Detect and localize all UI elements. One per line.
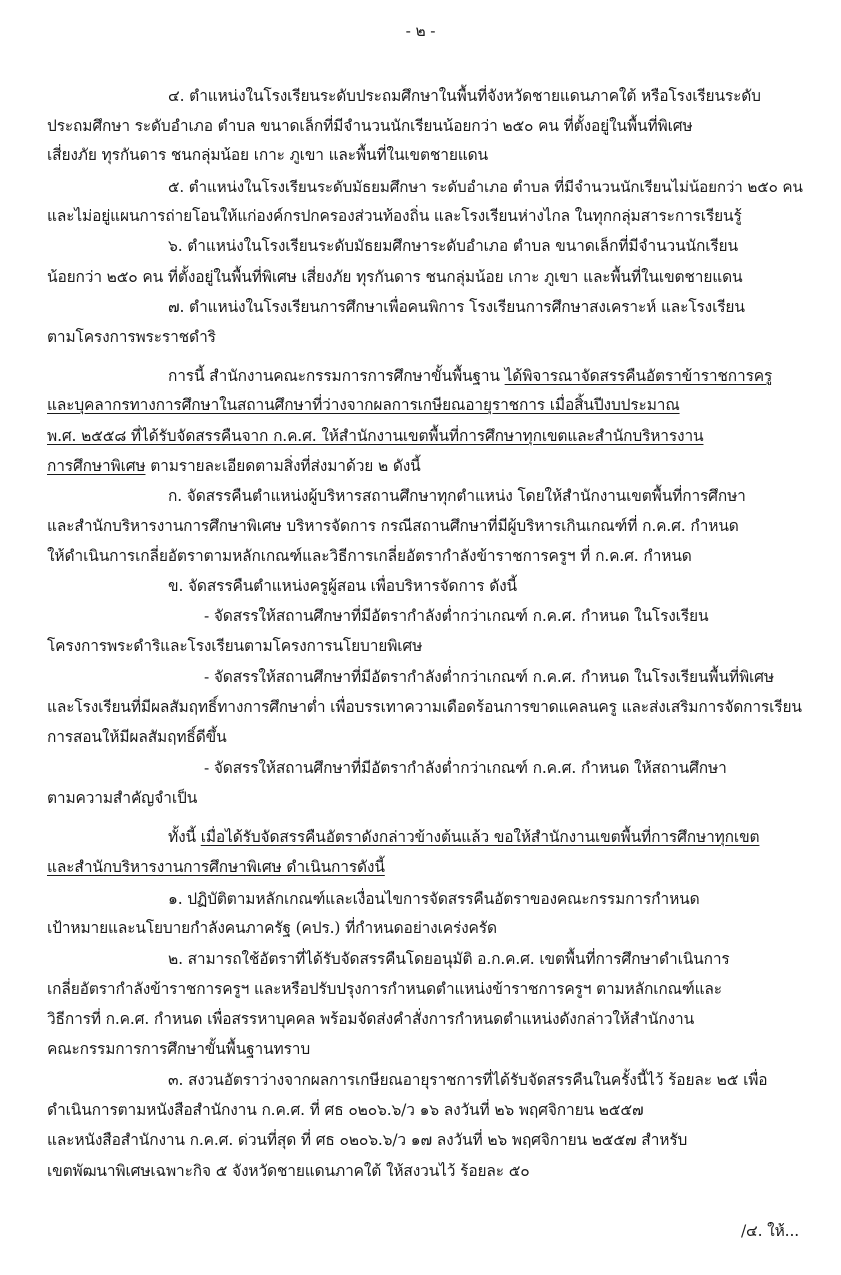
instruction-para-line-2: และสำนักบริหารงานการศึกษาพิเศษ ดำเนินการดังนี้ — [47, 858, 385, 876]
instruction-underlined-1: เมื่อได้รับจัดสรรคืนอัตราดังกล่าวข้างต้นแล้ว ขอให้สำนักงานเขตพื้นที่การศึกษาทุกเขต — [200, 828, 760, 846]
allocation-para-line-1 — [168, 365, 772, 387]
kho-bullet-3-line-1: - จัดสรรให้สถานศึกษาที่มีอัตรากำลังต่ำกว่าเกณฑ์ ก.ค.ศ. กำหนด ให้สถานศึกษา — [204, 759, 727, 777]
item-5-line-2: และไม่อยู่แผนการถ่ายโอนให้แก่องค์กรปกครองส่วนท้องถิ่น และโรงเรียนห่างไกล ในทุกกลุ่มสาระการเรียนรู้ — [47, 207, 742, 225]
step-1-line-2: เป้าหมายและนโยบายกำลังคนภาครัฐ (คปร.) ที่กำหนดอย่างเคร่งครัด — [47, 919, 497, 937]
step-1-line-1: ๑. ปฏิบัติตามหลักเกณฑ์และเงื่อนไขการจัดสรรคืนอัตราของคณะกรรมการกำหนด — [168, 890, 700, 908]
allocation-para-line-3: พ.ศ. ๒๕๕๘ ที่ได้รับจัดสรรคืนจาก ก.ค.ศ. ให้สำนักงานเขตพื้นที่การศึกษาทุกเขตและสำนักบริหารงาน — [47, 427, 704, 445]
kho-bullet-2-line-3: การสอนให้มีผลสัมฤทธิ์ดีขึ้น — [47, 728, 227, 746]
item-ka-line-1: ก. จัดสรรคืนตำแหน่งผู้บริหารสถานศึกษาทุกตำแหน่ง โดยให้สำนักงานเขตพื้นที่การศึกษา — [168, 487, 746, 505]
allocation-para-line-4 — [47, 455, 421, 477]
step-3-line-2: ดำเนินการตามหนังสือสำนักงาน ก.ค.ศ. ที่ ศธ ๐๒๐๖.๖/ว ๑๖ ลงวันที่ ๒๖ พฤศจิกายน ๒๕๕๗ — [47, 1101, 644, 1119]
instruction-intro: ทั้งนี้ — [168, 828, 201, 846]
item-ka-line-3: ให้ดำเนินการเกลี่ยอัตราตามหลักเกณฑ์และวิธีการเกลี่ยอัตรากำลังข้าราชการครูฯ ที่ ก.ค.ศ. กำหนด — [47, 547, 692, 565]
item-4-line-2: ประถมศึกษา ระดับอำเภอ ตำบล ขนาดเล็กที่มีจำนวนนักเรียนน้อยกว่า ๒๕๐ คน ที่ตั้งอยู่ในพื้นที่พิเศษ — [47, 117, 693, 135]
item-7-line-2: ตามโครงการพระราชดำริ — [47, 328, 216, 346]
allocation-underlined-4: การศึกษาพิเศษ — [47, 457, 146, 475]
step-2-line-2: เกลี่ยอัตรากำลังข้าราชการครูฯ และหรือปรับปรุงการกำหนดตำแหน่งข้าราชการครูฯ ตามหลักเกณฑ์และ — [47, 980, 722, 998]
allocation-underlined-1: ได้พิจารณาจัดสรรคืนอัตราข้าราชการครู — [504, 367, 773, 385]
kho-bullet-3-line-2: ตามความสำคัญจำเป็น — [47, 789, 198, 807]
item-4-line-1: ๔. ตำแหน่งในโรงเรียนระดับประถมศึกษาในพื้นที่จังหวัดชายแดนภาคใต้ หรือโรงเรียนระดับ — [168, 87, 761, 105]
step-3-line-4: เขตพัฒนาพิเศษเฉพาะกิจ ๕ จังหวัดชายแดนภาคใต้ ให้สงวนไว้ ร้อยละ ๕๐ — [47, 1162, 530, 1180]
step-2-line-4: คณะกรรมการการศึกษาขั้นพื้นฐานทราบ — [47, 1040, 311, 1058]
step-3-line-1: ๓. สงวนอัตราว่างจากผลการเกษียณอายุราชการที่ได้รับจัดสรรคืนในครั้งนี้ไว้ ร้อยละ ๒๕ เพื่อ — [168, 1071, 768, 1089]
kho-bullet-2-line-2: และโรงเรียนที่มีผลสัมฤทธิ์ทางการศึกษาต่ำ เพื่อบรรเทาความเดือดร้อนการขาดแคลนครู และส่งเสริมการจัดการเรียน — [47, 698, 802, 716]
step-3-line-3: และหนังสือสำนักงาน ก.ค.ศ. ด่วนที่สุด ที่ ศธ ๐๒๐๖.๖/ว ๑๗ ลงวันที่ ๒๖ พฤศจิกายน ๒๕๕๗ สำหรับ — [47, 1131, 688, 1149]
continuation-marker: /๔. ให้... — [740, 1222, 799, 1240]
item-4-line-3: เสี่ยงภัย ทุรกันดาร ชนกลุ่มน้อย เกาะ ภูเขา และพื้นที่ในเขตชายแดน — [47, 146, 488, 164]
step-2-line-3: วิธีการที่ ก.ค.ศ. กำหนด เพื่อสรรหาบุคคล พร้อมจัดส่งคำสั่งการกำหนดตำแหน่งดังกล่าวให้สำนักงาน — [47, 1010, 695, 1028]
item-kho-heading: ข. จัดสรรคืนตำแหน่งครูผู้สอน เพื่อบริหารจัดการ ดังนี้ — [168, 577, 517, 595]
instruction-para-line-1 — [168, 826, 759, 848]
allocation-tail: ตามรายละเอียดตามสิ่งที่ส่งมาด้วย ๒ ดังนี้ — [145, 457, 421, 475]
item-6-line-1: ๖. ตำแหน่งในโรงเรียนระดับมัธยมศึกษาระดับอำเภอ ตำบล ขนาดเล็กที่มีจำนวนนักเรียน — [168, 237, 738, 255]
allocation-intro: การนี้ สำนักงานคณะกรรมการการศึกษาขั้นพื้นฐาน — [168, 367, 505, 385]
item-ka-line-2: และสำนักบริหารงานการศึกษาพิเศษ บริหารจัดการ กรณีสถานศึกษาที่มีผู้บริหารเกินเกณฑ์ที่ ก.ค.ศ. กำหนด — [47, 517, 739, 535]
page-number: - ๒ - — [405, 22, 436, 40]
kho-bullet-1-line-2: โครงการพระดำริและโรงเรียนตามโครงการนโยบายพิเศษ — [47, 637, 423, 655]
allocation-para-line-2: และบุคลากรทางการศึกษาในสถานศึกษาที่ว่างจากผลการเกษียณอายุราชการ เมื่อสิ้นปีงบประมาณ — [47, 396, 680, 414]
kho-bullet-2-line-1: - จัดสรรให้สถานศึกษาที่มีอัตรากำลังต่ำกว่าเกณฑ์ ก.ค.ศ. กำหนด ในโรงเรียนพื้นที่พิเศษ — [204, 668, 774, 686]
item-5-line-1: ๕. ตำแหน่งในโรงเรียนระดับมัธยมศึกษา ระดับอำเภอ ตำบล ที่มีจำนวนนักเรียนไม่น้อยกว่า ๒๕๐ คน — [168, 178, 803, 196]
item-7-line-1: ๗. ตำแหน่งในโรงเรียนการศึกษาเพื่อคนพิการ โรงเรียนการศึกษาสงเคราะห์ และโรงเรียน — [168, 298, 745, 316]
step-2-line-1: ๒. สามารถใช้อัตราที่ได้รับจัดสรรคืนโดยอนุมัติ อ.ก.ค.ศ. เขตพื้นที่การศึกษาดำเนินการ — [168, 950, 730, 968]
kho-bullet-1-line-1: - จัดสรรให้สถานศึกษาที่มีอัตรากำลังต่ำกว่าเกณฑ์ ก.ค.ศ. กำหนด ในโรงเรียน — [204, 607, 709, 625]
item-6-line-2: น้อยกว่า ๒๕๐ คน ที่ตั้งอยู่ในพื้นที่พิเศษ เสี่ยงภัย ทุรกันดาร ชนกลุ่มน้อย เกาะ ภูเขา และพื้นที่ในเขตชายแดน — [47, 268, 743, 286]
